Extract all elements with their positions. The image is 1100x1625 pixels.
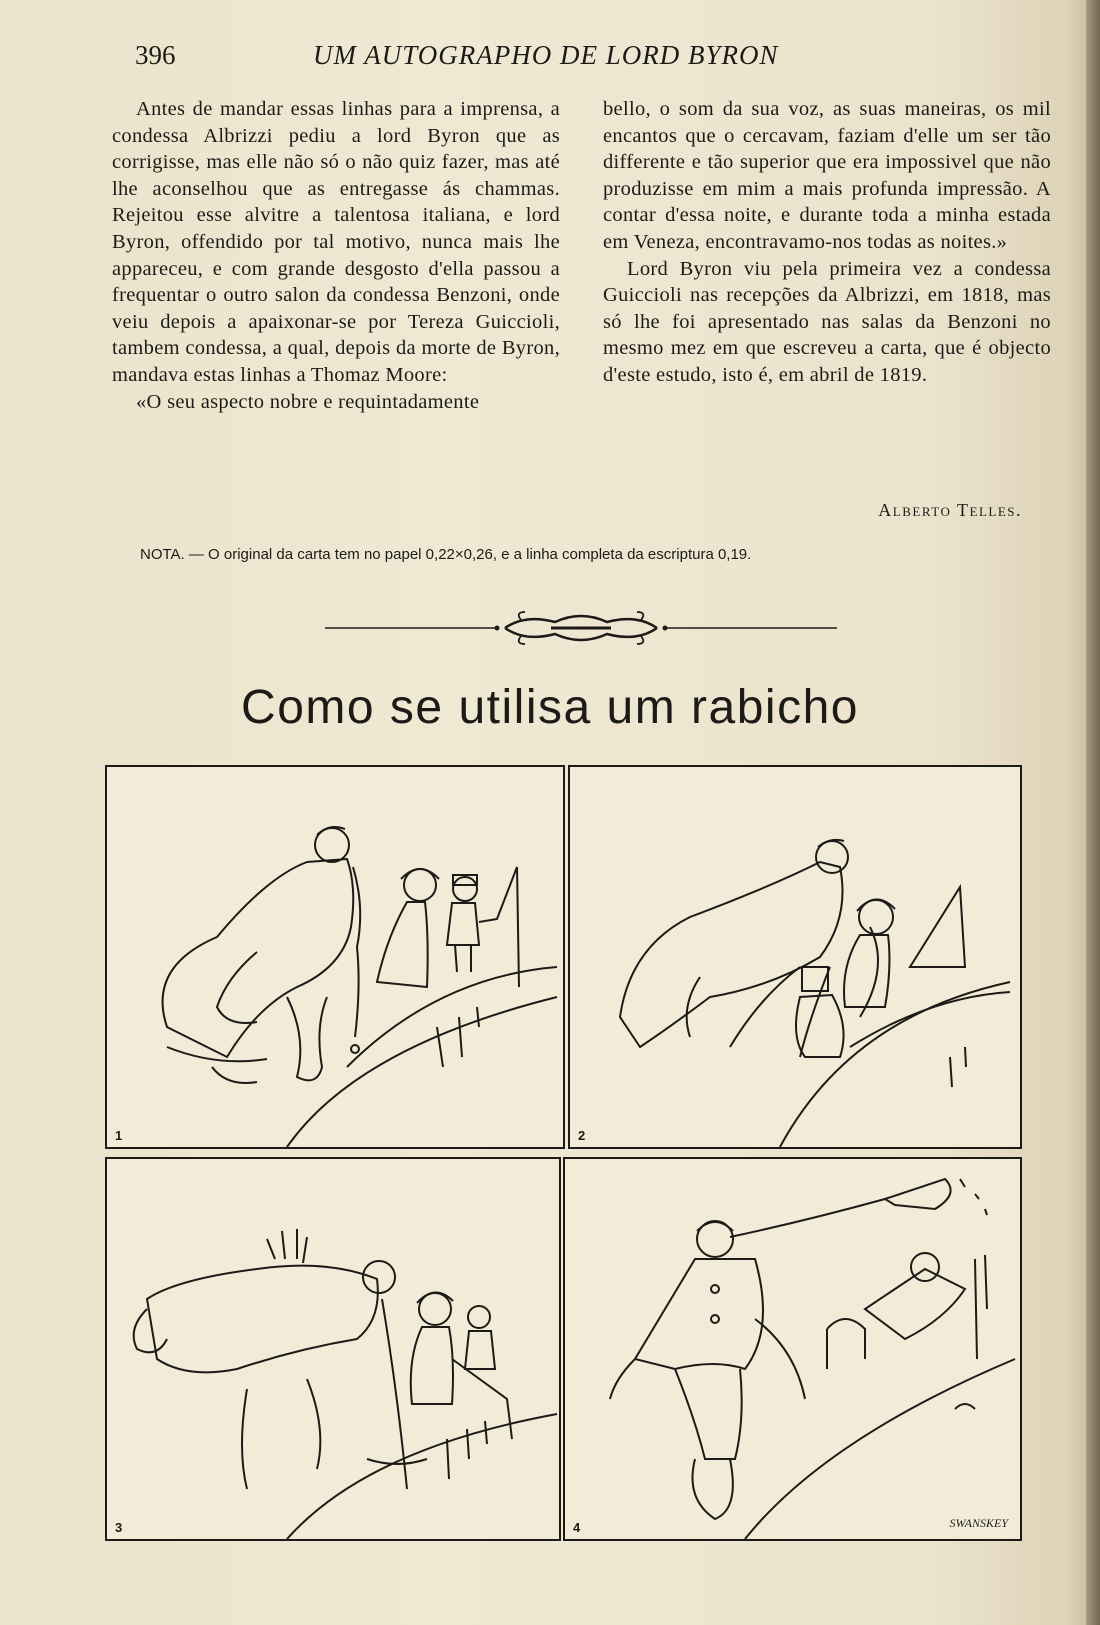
page-number: 396	[135, 40, 176, 70]
article-left-column	[112, 96, 560, 415]
panel-3-illustration	[107, 1159, 559, 1539]
panel-number: 1	[115, 1128, 123, 1143]
divider-ornament	[325, 600, 837, 650]
comic-panel-3	[105, 1157, 561, 1541]
panel-2-illustration	[570, 767, 1020, 1147]
author-signature: Alberto Telles.	[878, 500, 1022, 520]
comic-strip	[105, 765, 1045, 1545]
artist-signature: SWANSKEY	[949, 1516, 1008, 1530]
footnote: NOTA. — O original da carta tem no papel 0,22×0,26, e a linha completa da escriptura 0,19.	[140, 546, 752, 563]
panel-4-illustration	[565, 1159, 1020, 1539]
article-paragraph: «O seu aspecto nobre e requintadamente	[136, 390, 480, 413]
panel-number: 4	[573, 1520, 581, 1535]
article-right-column	[603, 96, 1051, 389]
panel-number: 2	[578, 1128, 586, 1143]
page-edge-shadow	[1086, 0, 1100, 1625]
running-title: UM AUTOGRAPHO DE LORD BYRON	[313, 40, 779, 70]
comic-title: Como se utilisa um rabicho	[241, 681, 859, 734]
article-paragraph: Antes de mandar essas linhas para a imprensa, a condessa Albrizzi pediu a lord Byron que as corrigisse, mas elle não só o não quiz fazer, mas até lhe aconselhou que as entregasse ás chammas. Rejeitou esse alvitre a talentosa italiana, e lord Byron, offendido por tal motivo, nunca mais lhe appareceu, e com grande desgosto d'ella passou a frequentar o outro salon da condessa Benzoni, onde veiu depois a apaixonar-se por Tereza Guiccioli, tambem condessa, a qual, depois da morte de Byron, mandava estas linhas a Thomaz Moore:	[112, 98, 560, 386]
comic-panel-4	[563, 1157, 1022, 1541]
article-paragraph: bello, o som da sua voz, as suas maneiras, os mil encantos que o cercavam, faziam d'elle um ser tão differente e tão superior que era impossivel que não produzisse em mim a mais profunda impressão. A contar d'essa noite, e durante toda a minha estada em Veneza, encontravamo-nos todas as noites.»	[603, 98, 1051, 253]
comic-panel-2	[568, 765, 1022, 1149]
running-head	[135, 40, 975, 80]
panel-1-illustration	[107, 767, 563, 1147]
article-paragraph: Lord Byron viu pela primeira vez a condessa Guiccioli nas recepções da Albrizzi, em 1818, mas só lhe foi apresentado nas salas da Benzoni no mesmo mez em que escreveu a carta, que é objecto d'este estudo, isto é, em abril de 1819.	[603, 257, 1051, 386]
panel-number: 3	[115, 1520, 123, 1535]
comic-panel-1	[105, 765, 565, 1149]
